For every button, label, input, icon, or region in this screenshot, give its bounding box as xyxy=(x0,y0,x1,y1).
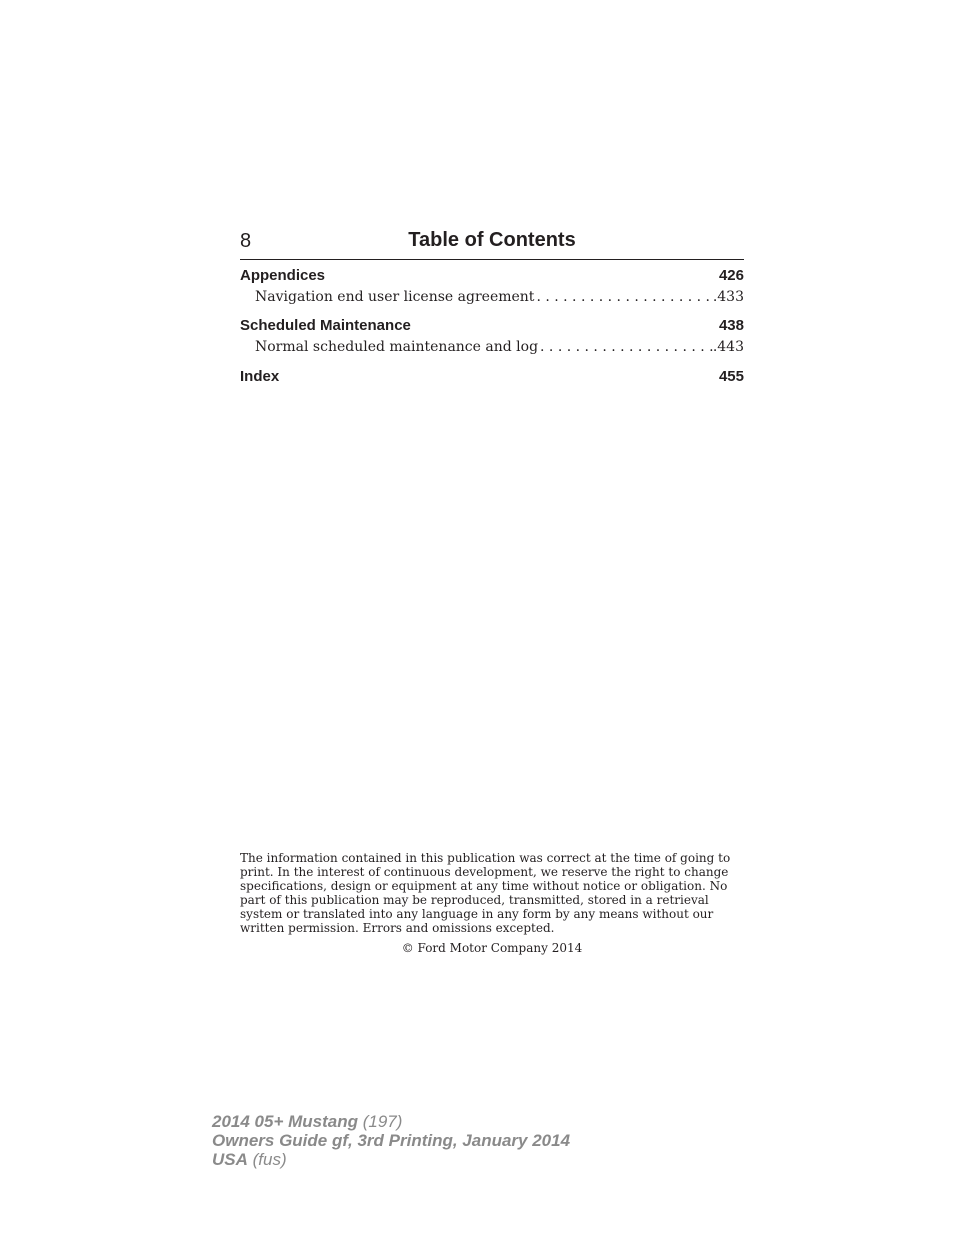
disclaimer xyxy=(240,851,744,935)
page-number: 8 xyxy=(240,230,252,252)
footer-line-region xyxy=(212,1150,570,1169)
table-of-contents xyxy=(240,266,744,387)
toc-entry-navigation-license[interactable] xyxy=(240,286,744,308)
footer-guide: Owners Guide gf, 3rd Printing, January 2014 xyxy=(212,1131,571,1150)
toc-section-index[interactable] xyxy=(240,367,744,387)
toc-section-title: Appendices xyxy=(240,267,326,284)
footer-line-model xyxy=(212,1112,570,1131)
footer-line-guide xyxy=(212,1131,570,1150)
toc-entry-label: Navigation end user license agreement xyxy=(255,289,535,305)
toc-section-page: 438 xyxy=(718,317,744,334)
toc-section-page: 455 xyxy=(718,368,744,385)
page-title: Table of Contents xyxy=(408,229,576,251)
page-header xyxy=(240,228,744,260)
toc-section-title: Scheduled Maintenance xyxy=(240,317,411,334)
footer-model: 2014 05+ Mustang xyxy=(212,1112,358,1131)
footer-model-code: (197) xyxy=(362,1112,403,1131)
footer-region-code: (fus) xyxy=(252,1150,287,1169)
toc-entry-label: Normal scheduled maintenance and log xyxy=(255,339,539,355)
disclaimer-text: The information contained in this publication was correct at the time of going to print. In the interest of continuous development, we reserve the right to change specifications, design or equipment at any time without notice or obligation. No part of this publication may be reproduced, transmitted, stored in a retrieval system or translated into any language in any form by any means without our written permission. Errors and omissions excepted. xyxy=(240,851,731,935)
copyright: © Ford Motor Company 2014 xyxy=(401,941,583,955)
toc-entry-maintenance-log[interactable] xyxy=(240,336,744,358)
dot-leader xyxy=(538,336,713,358)
toc-section-page: 426 xyxy=(718,267,744,284)
toc-section-appendices[interactable] xyxy=(240,266,744,286)
toc-section-scheduled-maintenance[interactable] xyxy=(240,316,744,336)
document-footer xyxy=(212,1112,570,1169)
dot-leader xyxy=(534,286,712,308)
toc-entry-page: .443 xyxy=(712,339,744,355)
toc-section-title: Index xyxy=(240,368,280,385)
footer-region: USA xyxy=(212,1150,248,1169)
toc-entry-page: .433 xyxy=(712,289,744,305)
